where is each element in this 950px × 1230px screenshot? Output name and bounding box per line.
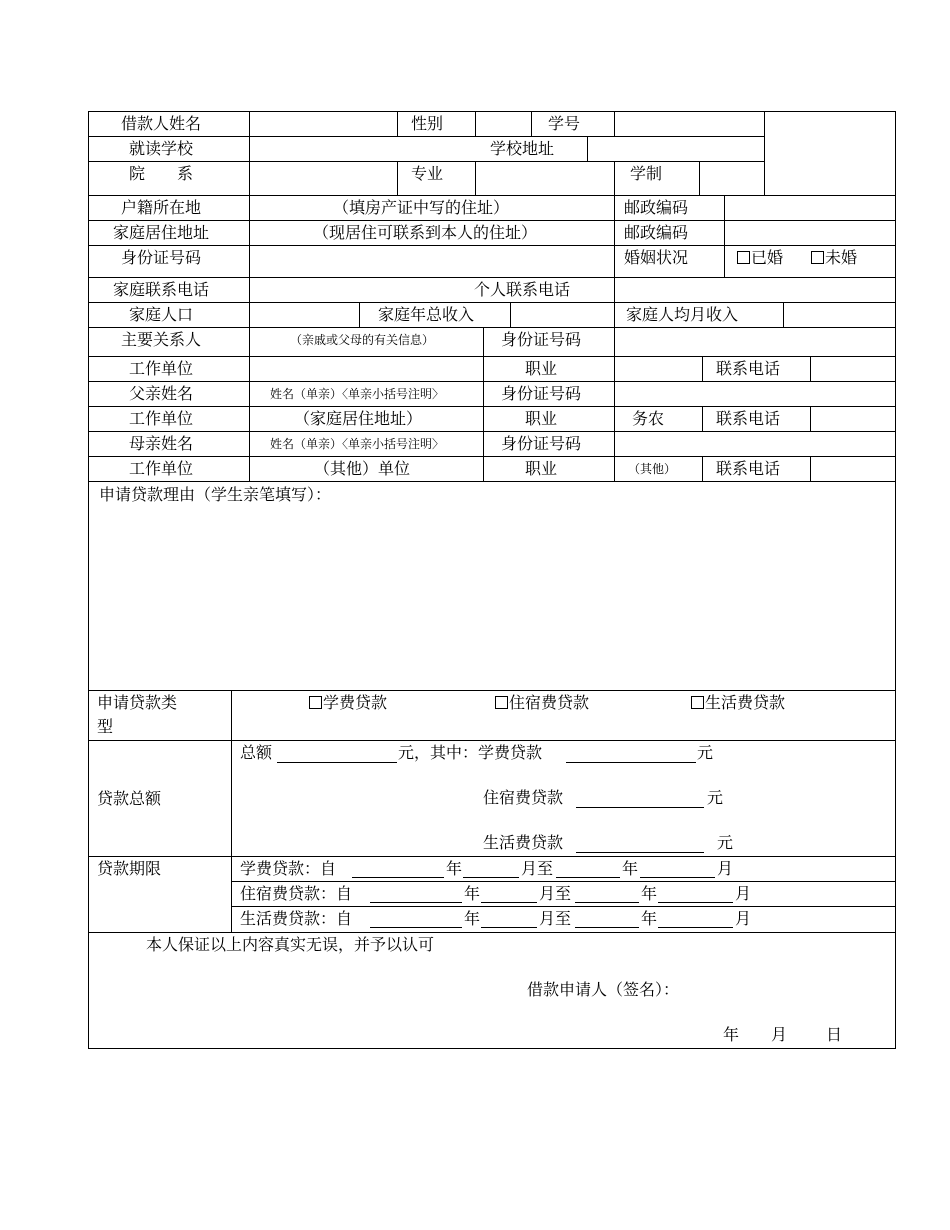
tuition-start-year-field[interactable] <box>352 877 444 878</box>
borrower-name-label: 借款人姓名 <box>120 114 202 133</box>
unmarried-label: 未婚 <box>825 248 858 267</box>
grid-line <box>88 136 765 137</box>
grid-line <box>614 277 615 302</box>
home-address-label: 家庭居住地址 <box>112 223 210 242</box>
living-loan-option[interactable] <box>691 693 785 713</box>
mother-name-label: 母亲姓名 <box>128 434 194 453</box>
lodging-start-month-field[interactable] <box>481 902 537 903</box>
grid-line <box>699 161 700 195</box>
lodging-term-label: 住宿费贷款：自 <box>240 884 353 903</box>
lodging-loan-label: 住宿费贷款 <box>509 693 590 712</box>
main-contact-label: 主要关系人 <box>120 330 202 349</box>
living-loan-label: 生活费贷款 <box>705 693 786 712</box>
father-occupation-label: 职业 <box>524 409 558 428</box>
lodging-end-month-field[interactable] <box>658 902 733 903</box>
grid-line <box>895 111 896 1049</box>
grid-line <box>88 111 89 1049</box>
loan-term-label: 贷款期限 <box>97 859 162 878</box>
grid-line <box>88 245 896 246</box>
living-start-year-field[interactable] <box>370 927 462 928</box>
tuition-term-label: 学费贷款：自 <box>240 859 337 878</box>
lodging-start-year-field[interactable] <box>370 902 462 903</box>
grid-line <box>531 111 532 136</box>
loan-reason-label: 申请贷款理由（学生亲笔填写）： <box>99 485 332 504</box>
father-phone-label: 联系电话 <box>715 409 781 428</box>
guarantee-statement: 本人保证以上内容真实无误，并予以认可 <box>146 935 435 954</box>
grid-line <box>702 456 703 481</box>
loan-type-label-line2: 型 <box>97 717 114 736</box>
mother-occupation-value: （其他） <box>628 462 677 476</box>
id-number-label: 身份证号码 <box>120 248 202 267</box>
year-unit: 年 <box>464 884 481 903</box>
month-unit: 月 <box>717 859 734 878</box>
month-unit: 月 <box>735 884 752 903</box>
grid-line <box>88 1048 896 1049</box>
grid-line <box>88 406 896 407</box>
grid-line <box>397 161 398 195</box>
month-to-unit: 月至 <box>539 909 572 928</box>
year-unit: 年 <box>446 859 463 878</box>
total-amount-label: 总额 <box>240 743 273 762</box>
grid-line <box>614 111 615 136</box>
grid-line <box>88 111 896 112</box>
annual-income-label: 家庭年总收入 <box>377 305 475 324</box>
home-phone-label: 家庭联系电话 <box>112 280 210 299</box>
yuan-unit: 元 <box>717 833 734 852</box>
tuition-loan-label: 学费贷款 <box>323 693 388 712</box>
date-year-label: 年 <box>723 1025 740 1044</box>
grid-line <box>88 302 896 303</box>
mother-name-hint: 姓名（单亲）〈单亲小括号注明〉 <box>269 437 445 451</box>
grid-line <box>88 356 896 357</box>
grid-line <box>614 195 615 277</box>
grid-line <box>702 356 703 381</box>
home-address-hint: （现居住可联系到本人的住址） <box>312 223 538 242</box>
year-unit: 年 <box>641 909 658 928</box>
lodging-amount-field[interactable] <box>576 807 704 808</box>
gender-label: 性别 <box>410 114 444 133</box>
monthly-income-label: 家庭人均月收入 <box>626 305 739 324</box>
loan-total-label: 贷款总额 <box>97 789 162 808</box>
grid-line <box>88 690 896 691</box>
postal-code-label: 邮政编码 <box>624 198 689 217</box>
grid-line <box>359 302 360 327</box>
year-unit: 年 <box>622 859 639 878</box>
lodging-end-year-field[interactable] <box>575 902 639 903</box>
grid-line <box>231 881 896 882</box>
main-contact-hint: （亲戚或父母的有关信息） <box>289 333 435 347</box>
department-label: 院 系 <box>128 164 194 183</box>
date-day-label: 日 <box>826 1025 843 1044</box>
tuition-start-month-field[interactable] <box>463 877 519 878</box>
yuan-unit: 元 <box>707 788 724 807</box>
signature-label: 借款申请人（签名）： <box>527 980 680 999</box>
grid-line <box>88 856 896 857</box>
tuition-end-month-field[interactable] <box>640 877 715 878</box>
grid-line <box>88 381 896 382</box>
living-term-label: 生活费贷款：自 <box>240 909 353 928</box>
living-end-year-field[interactable] <box>575 927 639 928</box>
mother-phone-label: 联系电话 <box>715 459 781 478</box>
grid-line <box>764 111 765 196</box>
grid-line <box>88 932 896 933</box>
household-size-label: 家庭人口 <box>128 305 194 324</box>
grid-line <box>231 690 232 932</box>
loan-type-label-line1: 申请贷款类 <box>97 693 178 712</box>
major-label: 专业 <box>410 164 444 183</box>
grid-line <box>483 327 484 482</box>
grid-line <box>88 327 896 328</box>
father-id-label: 身份证号码 <box>500 384 582 403</box>
grid-line <box>702 406 703 431</box>
tuition-end-year-field[interactable] <box>556 877 620 878</box>
grid-line <box>475 161 476 195</box>
hukou-label: 户籍所在地 <box>120 198 202 217</box>
grid-line <box>88 161 765 162</box>
work-unit-label: 工作单位 <box>128 359 194 378</box>
grid-line <box>510 302 511 327</box>
student-id-label: 学号 <box>547 114 581 133</box>
mother-id-label: 身份证号码 <box>500 434 582 453</box>
grid-line <box>587 136 588 161</box>
checkbox-icon[interactable] <box>737 251 750 264</box>
contact-phone-label: 联系电话 <box>715 359 781 378</box>
grid-line <box>724 195 725 277</box>
checkbox-icon[interactable] <box>309 696 322 709</box>
tuition-loan-option[interactable] <box>309 693 387 713</box>
year-unit: 年 <box>464 909 481 928</box>
grid-line <box>397 111 398 136</box>
month-unit: 月 <box>735 909 752 928</box>
father-work-label: 工作单位 <box>128 409 194 428</box>
living-amount-label: 生活费贷款 <box>483 833 564 852</box>
mother-work-label: 工作单位 <box>128 459 194 478</box>
lodging-amount-label: 住宿费贷款 <box>483 788 564 807</box>
lodging-loan-option[interactable] <box>495 693 589 713</box>
date-month-label: 月 <box>771 1025 788 1044</box>
grid-line <box>810 456 811 481</box>
school-address-label: 学校地址 <box>489 139 555 158</box>
month-to-unit: 月至 <box>521 859 554 878</box>
grid-line <box>810 406 811 431</box>
grid-line <box>614 302 615 327</box>
mother-work-hint: （其他）单位 <box>313 459 411 478</box>
grid-line <box>88 481 896 482</box>
living-amount-field[interactable] <box>576 852 704 853</box>
contact-id-label: 身份证号码 <box>500 330 582 349</box>
duration-label: 学制 <box>630 164 663 183</box>
marital-status-label: 婚姻状况 <box>624 248 689 267</box>
unmarried-option[interactable] <box>811 248 857 268</box>
grid-line <box>475 111 476 136</box>
father-name-hint: 姓名（单亲）〈单亲小括号注明〉 <box>269 387 445 401</box>
living-start-month-field[interactable] <box>481 927 537 928</box>
grid-line <box>88 277 896 278</box>
yuan-unit: 元 <box>697 743 714 762</box>
grid-line <box>88 195 896 196</box>
grid-line <box>614 327 615 482</box>
father-work-hint: （家庭居住地址） <box>293 409 423 428</box>
grid-line <box>231 906 896 907</box>
checkbox-icon[interactable] <box>691 696 704 709</box>
grid-line <box>88 740 896 741</box>
grid-line <box>88 431 896 432</box>
year-unit: 年 <box>641 884 658 903</box>
grid-line <box>88 220 896 221</box>
school-label: 就读学校 <box>128 139 194 158</box>
living-end-month-field[interactable] <box>658 927 733 928</box>
personal-phone-label: 个人联系电话 <box>473 280 571 299</box>
tuition-amount-field[interactable] <box>566 762 696 763</box>
married-label: 已婚 <box>751 248 784 267</box>
father-occupation-value: 务农 <box>632 409 665 428</box>
father-name-label: 父亲姓名 <box>128 384 194 403</box>
grid-line <box>810 356 811 381</box>
grid-line <box>614 161 615 195</box>
checkbox-icon[interactable] <box>811 251 824 264</box>
married-option[interactable] <box>737 248 783 268</box>
grid-line <box>249 111 250 482</box>
postal-code-label: 邮政编码 <box>624 223 689 242</box>
hukou-hint: （填房产证中写的住址） <box>332 198 510 217</box>
occupation-label: 职业 <box>524 359 558 378</box>
month-to-unit: 月至 <box>539 884 572 903</box>
total-amount-field[interactable] <box>277 762 397 763</box>
grid-line <box>88 456 896 457</box>
tuition-amount-label: 元，其中：学费贷款 <box>398 743 543 762</box>
mother-occupation-label: 职业 <box>524 459 558 478</box>
checkbox-icon[interactable] <box>495 696 508 709</box>
grid-line <box>783 302 784 327</box>
